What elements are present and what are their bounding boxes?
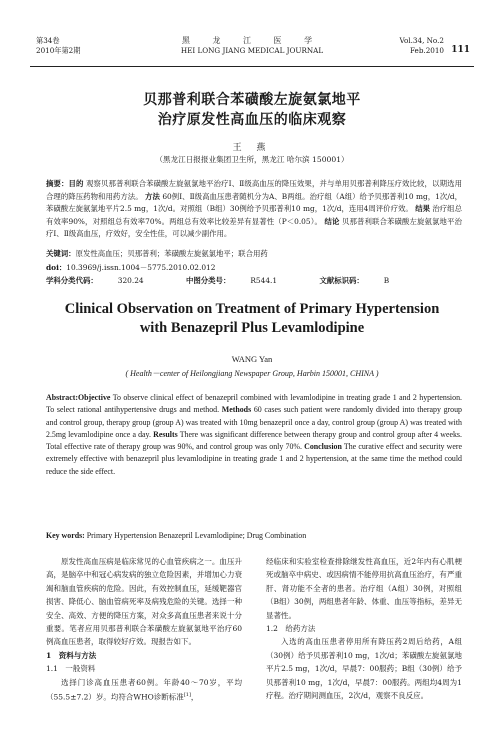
clc-label: 中图分类号： [185,276,231,285]
results-en-label: Results [153,429,178,439]
page-number: 111 [451,45,470,55]
title-en-line-2: with Benazepril Plus Levamlodipine [139,320,365,336]
issue-date-en: Feb.2010 [409,46,444,55]
abstract-en [46,392,462,478]
objective-en: To observe clinical effect of benazepril combined with levamlodipine in treating grade 1 and 2 hypertension. To select rational antihypertensive drugs and method. [46,393,462,415]
classification-line [46,275,462,288]
dosing-paragraph: 入选的高血压患者停用所有降压药2周后给药，A组（30例）给予贝那普利10 mg，1次/d；苯磺酸左旋氨氯地平片2.5 mg，1次/d，早晨7：00服药；B组（30例）给予贝那普利10 mg，1次/d，早晨7：00服药。两组均4周为1疗程。治疗期间测血压，2次/d，观察不良反应。 [266,637,462,701]
intro-paragraph: 原发性高血压病是临床常见的心血管疾病之一。血压升高，是脑卒中和冠心病发病的独立危险因素，并增加心力衰竭和脑血管疾病的危险。因此，有效控制血压，延缓靶器官损害、降低心、脑血管病死率及病残危险的关键。选择一种安全、高效、方便的降压方案，对众多高血压患者来说十分重要。笔者应用贝那普利联合苯磺酸左旋氨氯地平治疗60例高血压患者，取得较好疗效。现报告如下。 [46,557,242,647]
result-cn-label: 结果 [415,204,430,214]
general-data-end: ， [190,692,199,702]
class-code-label: 学科分类代码： [46,276,98,285]
result-cn: 治疗组总有效率90%，对照组总有效率70%。两组总有效率比较差异有显著性（P＜0.05）。 [46,204,462,226]
keywords-cn-label: 关键词： [46,249,76,258]
conclusion-cn: 贝那普利联合苯磺酸左旋氨氯地平治疗Ⅰ、Ⅱ级高血压，疗效好，安全性佳，可以减少副作用。 [46,216,462,239]
body-column-right [266,555,462,702]
doi-label: doi： [46,263,67,272]
objective-cn-label: 目的 [68,179,84,188]
abstract-cn [46,178,462,241]
objective-cn: 观察贝那普利联合苯磺酸左旋氨氯地平治疗Ⅰ、Ⅱ级高血压的降压效果，并与单用贝那普利降压疗效比较，以期选用合理的降压药物和用药方法。 [46,179,462,201]
general-data-continued: 经临床和实验室检查排除继发性高血压，近2年内有心肌梗死或脑卒中病史、或因病情不能停用抗高血压治疗，有严重肝、肾功能不全者的患者。治疗组（A组）30例，对照组（B组）30例，两组患者年龄、体重、血压等指标，差异无显著性。 [266,557,462,620]
affiliation-en: ( Health－center of Heilongjiang Newspaper Group, Harbin 150001, CHINA ) [125,369,379,378]
author-cn: 王 燕 [232,143,272,153]
keywords-cn [46,248,462,261]
conclusion-cn-label: 结论 [324,216,340,226]
title-cn-line-1: 贝那普利联合苯磺酸左旋氨氯地平 [143,92,361,108]
keywords-en-text: Primary Hypertension Benazepril Levamlodipine; Drug Combination [86,531,307,540]
doc-code-value: B [383,276,390,285]
abstract-cn-label: 摘要： [46,179,69,188]
running-header [30,36,474,67]
general-data-text: 选择门诊高血压患者60例。年龄40～70岁，平均（55.5±7.2）岁。均符合WHO诊断标准 [46,677,242,702]
issue-date-cn: 2010年第2期 [36,46,81,55]
class-code-value: 320.24 [117,276,144,285]
article-title-cn [0,90,504,130]
clc-value: R544.1 [250,276,278,285]
keywords-cn-text: 原发性高血压；贝那普利；苯磺酸左旋氨氯地平；联合用药 [75,249,268,258]
conclusion-en: The curative effect and security were extremely effective with benazepril plus levamlodipine in treating grade 1 and 2 hypertension, at the same time the method could reduce the side effect. [46,442,462,476]
keywords-en-label: Key words: [46,531,85,540]
subsection-heading-1-1: 1.1 一般资料 [46,664,96,674]
affiliation-cn: （黑龙江日报报业集团卫生所，黑龙江 哈尔滨 150001） [155,155,349,164]
abstract-en-label: Abstract: [46,393,78,402]
volume-cn: 第34卷 [36,36,60,45]
journal-name-cn: 黑 龙 江 医 学 [181,36,323,45]
doc-code-label: 文献标识码： [319,276,364,285]
doi-value: 10.3969/j.issn.1004－5775.2010.02.012 [66,263,216,272]
citation-ref: [1] [183,692,191,699]
author-en: WANG Yan [231,354,273,364]
conclusion-en-label: Conclusion [304,442,342,452]
header-volume-en [399,36,444,56]
journal-name-en: HEI LONG JIANG MEDICAL JOURNAL [180,46,324,55]
methods-en: 60 cases such patient were randomly divided into therapy group and control group, therapy group (group A) was treated with 10mg benazepril once a day, control group (group A) was treated with 2.5mg levamlodipine once a day. [46,405,463,439]
method-cn: 60例Ⅰ、Ⅱ级高血压患者随机分为A、B两组。治疗组（A组）给予贝那普利10 mg，1次/d，苯磺酸左旋氨氯地平片2.5 mg，1次/d。对照组（B组）30例给予贝那普利10 mg，1次/d，连用4周评价疗效。 [46,191,462,214]
subsection-heading-1-2: 1.2 给药方法 [266,624,316,634]
title-cn-line-2: 治疗原发性高血压的临床观察 [157,112,347,128]
section-heading-1: 1 资料与方法 [46,650,97,660]
keywords-en [46,530,462,542]
method-cn-label: 方法 [145,191,160,201]
results-en: There was significant difference between therapy group and control group after 4 weeks. Total effective rate of therapy group was 90%, and control group was only 70%. [46,429,462,452]
methods-en-label: Methods [221,405,252,415]
objective-en-label: Objective [78,393,111,402]
title-en-line-1: Clinical Observation on Treatment of Primary Hypertension [64,301,440,317]
body-column-left [46,555,242,704]
volume-en: Vol.34, No.2 [399,36,444,45]
article-title-en [0,300,504,338]
general-data-paragraph [46,676,242,704]
doi-line [46,262,462,275]
